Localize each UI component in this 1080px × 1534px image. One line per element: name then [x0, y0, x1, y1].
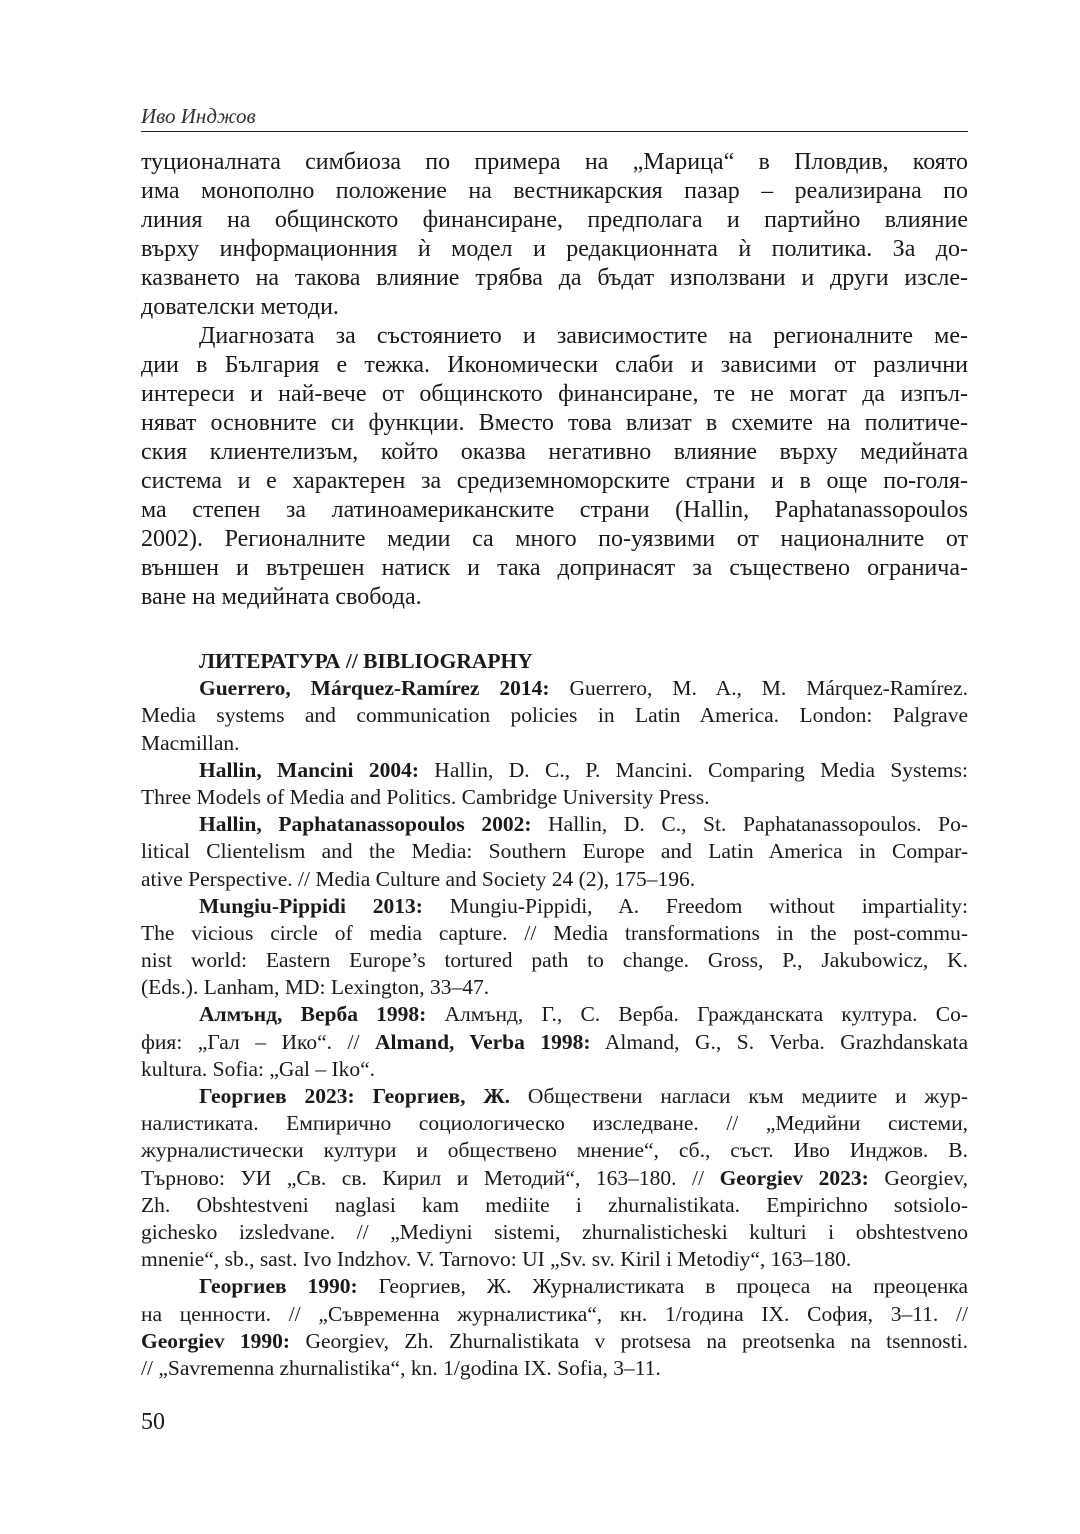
text-line	[141, 811, 968, 838]
citation-text: журналистически култури и обществено мнение“, сб., съст. Иво Инджов. В.	[141, 1138, 968, 1163]
bibliography-heading: ЛИТЕРАТУРА // BIBLIOGRAPHY	[199, 649, 533, 673]
citation-key: Георгиев 1990:	[199, 1274, 358, 1299]
page-number: 50	[141, 1409, 165, 1435]
text-line	[141, 893, 968, 920]
citation-text: Media systems and communication policies in Latin America. London: Palgrave	[141, 703, 968, 728]
text-line	[141, 1110, 968, 1137]
citation-text: Guerrero, M. A., M. Márquez-Ramírez.	[549, 676, 968, 701]
running-header-author: Иво Инджов	[141, 104, 256, 128]
citation-text: litical Clientelism and the Media: Southern Europe and Latin America in Compar-	[141, 839, 968, 864]
bibliography-section	[141, 648, 968, 1382]
citation-text: Georgiev,	[868, 1165, 968, 1190]
citation-text: // „Savremenna zhurnalistika“, kn. 1/godina IX. Sofia, 3–11.	[141, 1355, 661, 1380]
bibliography-entry	[141, 811, 968, 893]
citation-text: mnenie“, sb., sast. Ivo Indzhov. V. Tarnovo: UI „Sv. sv. Kiril i Metodiy“, 163–180.	[141, 1247, 852, 1272]
text-line	[141, 1083, 968, 1110]
citation-text: на ценности. // „Съвременна журналистика“, кн. 1/година IX. София, 3–11. //	[141, 1301, 968, 1326]
citation-text: Алмънд, Г., С. Верба. Гражданската култура. Со-	[426, 1002, 968, 1027]
text-line	[141, 1355, 968, 1382]
text-line	[141, 1246, 968, 1273]
text-line: няват основните си функции. Вместо това влизат в схемите на политиче-	[141, 410, 968, 436]
text-line	[141, 1165, 968, 1192]
citation-text: Georgiev, Zh. Zhurnalistikata v protsesa na preotsenka na tsennosti.	[290, 1328, 968, 1353]
citation-text: The vicious circle of media capture. // Media transformations in the post-commu-	[141, 920, 968, 945]
text-line	[141, 784, 968, 811]
text-line: система и е характерен за средиземноморските страни и в още по-голя-	[141, 468, 968, 494]
paragraph	[141, 322, 968, 612]
citation-text: Mungiu-Pippidi, A. Freedom without impartiality:	[422, 893, 968, 918]
citation-text: Търново: УИ „Св. св. Кирил и Методий“, 163–180. //	[141, 1165, 720, 1190]
header-rule	[141, 131, 968, 132]
text-line	[141, 1328, 968, 1355]
text-line: външен и вътрешен натиск и така допринасят за съществено огранича-	[141, 555, 968, 581]
text-line	[141, 1219, 968, 1246]
citation-key: Almand, Verba 1998:	[374, 1029, 591, 1054]
bibliography-entry	[141, 1273, 968, 1382]
text-line	[141, 1056, 968, 1083]
text-line	[141, 730, 968, 757]
citation-key: Георгиев 2023: Георгиев, Ж.	[199, 1084, 511, 1109]
text-line	[141, 866, 968, 893]
citation-text: nist world: Eastern Europe’s tortured path to change. Gross, P., Jakubowicz, K.	[141, 948, 968, 973]
citation-text: фия: „Гал – Ико“. //	[141, 1029, 375, 1054]
text-line: линия на общинското финансиране, предполага и партийно влияние	[141, 207, 968, 233]
citation-key: Mungiu-Pippidi 2013:	[199, 893, 423, 918]
text-line	[141, 838, 968, 865]
text-line	[141, 1029, 968, 1056]
citation-text: Hallin, D. C., St. Paphatanassopoulos. Po-	[531, 812, 968, 837]
text-line	[141, 1273, 968, 1300]
citation-text: Hallin, D. C., P. Mancini. Comparing Media Systems:	[418, 757, 968, 782]
citation-text: Macmillan.	[141, 730, 240, 755]
text-line	[141, 974, 968, 1001]
text-line: туционалната симбиоза по примера на „Марица“ в Пловдив, която	[141, 149, 968, 175]
citation-text: Георгиев, Ж. Журналистиката в процеса на преоценка	[357, 1274, 968, 1299]
text-line	[141, 757, 968, 784]
citation-text: Almand, G., S. Verba. Grazhdanskata	[590, 1029, 968, 1054]
citation-text: налистиката. Емпирично социологическо изследване. // „Медийни системи,	[141, 1111, 968, 1136]
text-line	[141, 702, 968, 729]
text-line	[141, 920, 968, 947]
bibliography-entry	[141, 1001, 968, 1083]
citation-text: ative Perspective. // Media Culture and Society 24 (2), 175–196.	[141, 866, 696, 891]
bibliography-entry	[141, 893, 968, 1002]
paragraph	[141, 148, 968, 322]
citation-key: Guerrero, Márquez-Ramírez 2014:	[199, 676, 550, 701]
citation-text: gichesko izsledvane. // „Mediyni sistemi, zhurnalisticheski kulturi i obshtestveno	[141, 1219, 968, 1244]
citation-text: Three Models of Media and Politics. Cambridge University Press.	[141, 784, 710, 809]
citation-key: Georgiev 2023:	[719, 1165, 869, 1190]
citation-text: Zh. Obshtestveni naglasi kam mediite i zhurnalistikata. Empirichno sotsiolo-	[141, 1192, 968, 1217]
text-line: Диагнозата за състоянието и зависимостите на регионалните ме-	[199, 323, 968, 349]
body-text	[141, 148, 968, 612]
text-line: ския клиентелизъм, който оказва негативно влияние върху медийната	[141, 439, 968, 465]
text-line: върху информационния ѝ модел и редакционната ѝ политика. За до-	[141, 236, 968, 262]
citation-key: Hallin, Paphatanassopoulos 2002:	[199, 812, 532, 837]
bibliography-entry	[141, 757, 968, 811]
text-line: дователски методи.	[141, 294, 339, 320]
text-line: има монополно положение на вестникарския пазар – реализирана по	[141, 178, 968, 204]
citation-text: kultura. Sofia: „Gal – Iko“.	[141, 1056, 376, 1081]
citation-key: Алмънд, Верба 1998:	[199, 1002, 427, 1027]
text-line	[141, 1192, 968, 1219]
bibliography-entry	[141, 1083, 968, 1273]
text-line	[141, 947, 968, 974]
text-line: 2002). Регионалните медии са много по-уязвими от националните от	[141, 526, 968, 552]
text-line	[141, 1001, 968, 1028]
text-line: интереси и най-вече от общинското финансиране, те не могат да изпъл-	[141, 381, 968, 407]
text-line: ма степен за латиноамериканските страни (Hallin, Paphatanassopoulos	[141, 497, 968, 523]
citation-text: (Eds.). Lanham, MD: Lexington, 33–47.	[141, 975, 490, 1000]
citation-key: Hallin, Mancini 2004:	[199, 757, 419, 782]
bibliography-entry	[141, 675, 968, 757]
text-line: ване на медийната свобода.	[141, 584, 422, 610]
citation-text: Обществени нагласи към медиите и жур-	[510, 1084, 968, 1109]
text-line: дии в България е тежка. Икономически слаби и зависими от различни	[141, 352, 968, 378]
text-line	[141, 1137, 968, 1164]
citation-key: Georgiev 1990:	[141, 1328, 291, 1353]
text-line	[141, 1301, 968, 1328]
text-line: казването на такова влияние трябва да бъдат използвани и други изсле-	[141, 265, 968, 291]
text-line	[141, 675, 968, 702]
